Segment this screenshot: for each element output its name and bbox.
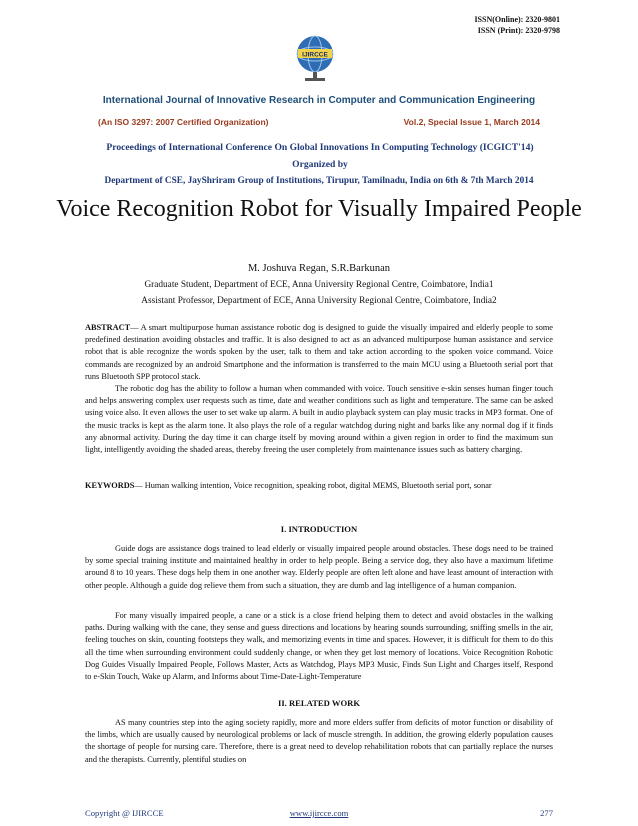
abstract-label: ABSTRACT xyxy=(85,323,131,332)
keywords-label: KEYWORDS xyxy=(85,481,135,490)
keywords-text: — Human walking intention, Voice recognition, speaking robot, digital MEMS, Bluetooth serial port, sonar xyxy=(134,481,492,490)
department-line: Department of CSE, JayShriram Group of Institutions, Tirupur, Tamilnadu, India on 6th & 7th March 2014 xyxy=(104,176,534,186)
proceedings-title: Proceedings of International Conference On Global Innovations In Computing Technology (ICGICT'14) xyxy=(106,142,534,153)
abstract-text-1: — A smart multipurpose human assistance robotic dog is designed to guide the visually impaired and elderly people to some predefined destination avoiding obstacles and traffic. It is also designed to act as an advanced multipurpose human assistance and service robot that is able recognize the words spoken by the user, talk to them and take action according to the spoken voice command. Voice commands are recognized by an android Smartphone and the information is transferred to the main MCU using a Bluetooth serial port that runs Bluetooth SPP protocol stack. xyxy=(85,323,553,381)
journal-logo-icon xyxy=(289,32,341,84)
iso-certification: (An ISO 3297: 2007 Certified Organization) xyxy=(98,117,269,127)
issn-block xyxy=(474,14,560,36)
affiliation-1: Graduate Student, Department of ECE, Anna University Regional Centre, Coimbatore, India1 xyxy=(144,280,494,290)
page-number: 277 xyxy=(540,808,553,818)
organized-by: Organized by xyxy=(292,159,348,170)
abstract-paragraph-1 xyxy=(85,322,553,383)
footer-copyright: Copyright @ IJIRCCE xyxy=(85,808,164,818)
footer-url-link[interactable]: www.ijircce.com xyxy=(289,808,349,818)
intro-paragraph-2: For many visually impaired people, a cane or a stick is a close friend helping them to detect and avoid obstacles in the walking paths. During walking with the cane, they sense and guess directions and locations by hearing sounds surrounding, sniffing smells in the air, feeling touches on skin, counting footsteps they walk, and memorizing events in time and spaces. However, it is difficult for them to do this all the time when surrounding environment could suddenly change, or when they get lost memory of locations. Voice Recognition Robotic Dog Guides Visually Impaired People, Follows Master, Acts as Watchdog, Plays MP3 Music, Finds Sun Light and Charges itself, Respond to e-Skin Touch, Wake up Alarm, and Informs about Time-Date-Light-Temperature xyxy=(85,611,553,682)
page-footer xyxy=(85,808,553,818)
logo-text: IJIRCCE xyxy=(302,51,328,59)
abstract-paragraph-2: The robotic dog has the ability to follow a human when commanded with voice. Touch sensitive e-skin senses human finger touch and helps answering complex user requests such as time, date and weather conditions such as light and temperature. The same can be asked using voice also. It even allows the user to set wake up alarm. A built in audio playback system can play music tracks in MP3 format. One of the music tracks is kept as the alarm tone. It also plays the role of a regular watchdog during night and barks like any normal dog if it finds any abnormal activity. During the day time it can charge itself by moving around within a given region in order to find the maximum sun light, intelligently avoiding the shaded areas, thereby freeing the user completely from maintenance issues such as battery charging. xyxy=(85,384,553,455)
related-paragraph-1: AS many countries step into the aging society rapidly, more and more elders suffer from deficits of motor function or disability of the limbs, which are usually caused by neurological problems or lack of muscle strength. In addition, the growing elderly population causes the shortage of people for nursing care. Therefore, there is a great need to develop rehabilitation robots that can partially replace the nurses and the therapists. Currently, plentiful studies on xyxy=(85,718,553,764)
issn-print: ISSN (Print): 2320-9798 xyxy=(477,26,560,35)
volume-info: Vol.2, Special Issue 1, March 2014 xyxy=(403,117,540,127)
section-heading-introduction: I. INTRODUCTION xyxy=(280,524,358,534)
issn-online: ISSN(Online): 2320-9801 xyxy=(474,15,560,24)
paper-title: Voice Recognition Robot for Visually Impaired People xyxy=(56,196,582,222)
authors: M. Joshuva Regan, S.R.Barkunan xyxy=(247,263,391,274)
affiliation-2: Assistant Professor, Department of ECE, Anna University Regional Centre, Coimbatore, India2 xyxy=(141,296,497,306)
journal-title: International Journal of Innovative Research in Computer and Communication Engineering xyxy=(102,95,536,106)
keywords xyxy=(85,480,553,492)
section-heading-related-work: II. RELATED WORK xyxy=(277,698,361,708)
intro-paragraph-1: Guide dogs are assistance dogs trained to lead elderly or visually impaired people around obstacles. These dogs need to be trained by some special training institute and maintained healthy in order to help people. Being a service dog, they also have a maximum lifetime around 8 to 10 years. These dogs help them in one another way. Elderly people are often left alone and have least amount of interaction with other people. Although a guide dog relieve them from such a situation, they are dumb and lag intelligence of a human companion. xyxy=(85,544,553,590)
